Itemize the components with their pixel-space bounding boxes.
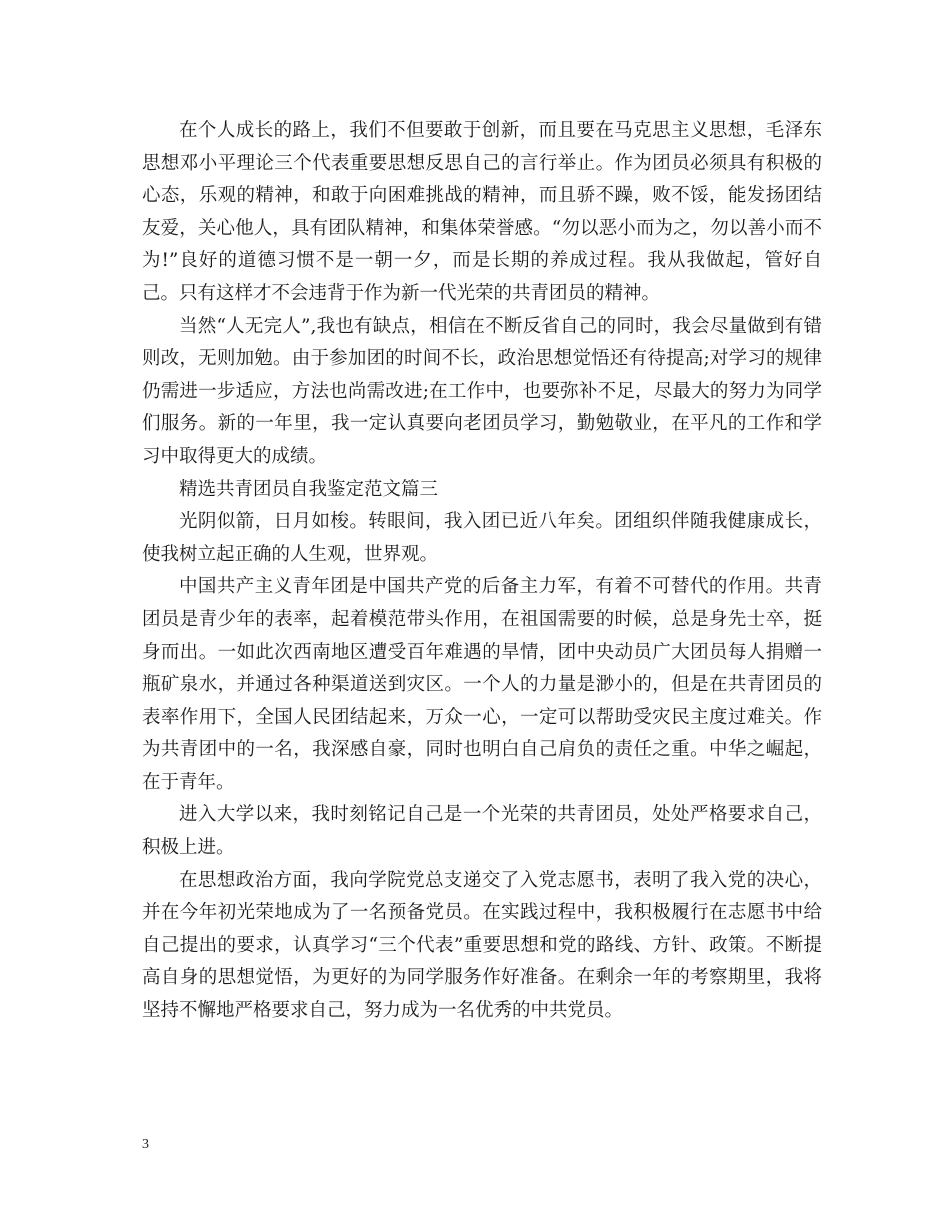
page-number: 3 — [142, 1137, 149, 1152]
paragraph-youth-league: 中国共产主义青年团是中国共产党的后备主力军，有着不可替代的作用。共青团员是青少年的表率，起着模范带头作用，在祖国需要的时候，总是身先士卒，挺身而出。一如此次西南地区遭受百年难遇的旱情，团中央动员广大团员每人捐赠一瓶矿泉水，并通过各种渠道送到灾区。一个人的力量是渺小的，但是在共青团员的表率作用下，全国人民团结起来，万众一心，一定可以帮助受灾民主度过难关。作为共青团中的一名，我深感自豪，同时也明白自己肩负的责任之重。中华之崛起，在于青年。 — [142, 576, 822, 793]
paragraph-university: 进入大学以来，我时刻铭记自己是一个光荣的共青团员，处处严格要求自己，积极上进。 — [142, 804, 822, 859]
paragraph-self-discipline: 在个人成长的路上，我们不但要敢于创新，而且要在马克思主义思想，毛泽东思想邓小平理论三个代表重要思想反思自己的言行举止。作为团员必须具有积极的心态，乐观的精神，和敢于向困难挑战的精神，而且骄不躁，败不馁，能发扬团结友爱，关心他人，具有团队精神，和集体荣誉感。“勿以恶小而为之，勿以善小而不为!”良好的道德习惯不是一朝一夕，而是长期的养成过程。我从我做起，管好自己。只有这样才不会违背于作为新一代光荣的共青团员的精神。 — [142, 120, 822, 304]
document-body — [142, 115, 822, 1028]
paragraph-shortcomings: 当然“人无完人”,我也有缺点，相信在不断反省自己的同时，我会尽量做到有错则改，无则加勉。由于参加团的时间不长，政治思想觉悟还有待提高;对学习的规律仍需进一步适应，方法也尚需改进;在工作中，也要弥补不足，尽最大的努力为同学们服务。新的一年里，我一定认真要向老团员学习，勤勉敬业，在平凡的工作和学习中取得更大的成绩。 — [142, 315, 822, 467]
paragraph-time-flies: 光阴似箭，日月如梭。转眼间，我入团已近八年矣。团组织伴随我健康成长，使我树立起正确的人生观，世界观。 — [142, 511, 822, 565]
paragraph-political-thought: 在思想政治方面，我向学院党总支递交了入党志愿书，表明了我入党的决心，并在今年初光荣地成为了一名预备党员。在实践过程中，我积极履行在志愿书中给自己提出的要求，认真学习“三个代表”重要思想和党的路线、方针、政策。不断提高自身的思想觉悟，为更好的为同学服务作好准备。在剩余一年的考察期里，我将坚持不懈地严格要求自己，努力成为一名优秀的中共党员。 — [142, 869, 822, 1022]
section-heading: 精选共青团员自我鉴定范文篇三 — [179, 478, 439, 500]
